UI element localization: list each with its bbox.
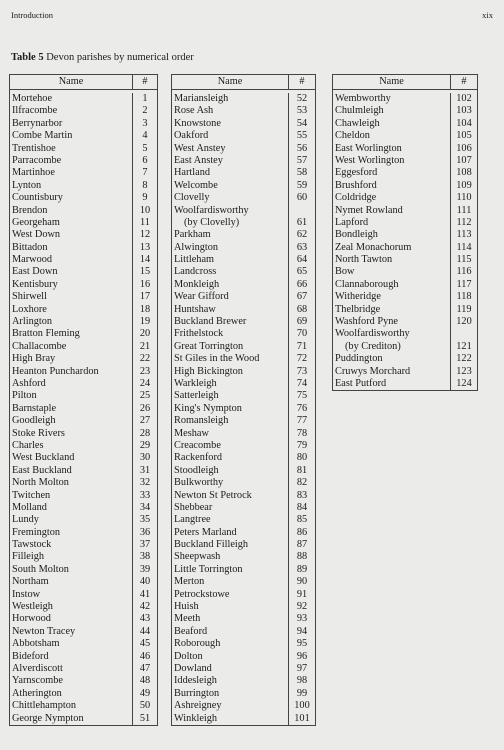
header-name: Name (333, 75, 451, 89)
parish-name: Ilfracombe (12, 105, 58, 117)
parish-table-col-3 (332, 74, 478, 391)
parish-name: Buckland Filleigh (174, 539, 249, 551)
parish-name: Goodleigh (12, 415, 56, 427)
parish-name: Chawleigh (335, 117, 380, 129)
parish-number: 13 (139, 241, 151, 253)
parish-name: Parkham (174, 229, 211, 241)
parish-number: 24 (139, 377, 151, 389)
table-header (172, 75, 315, 90)
parish-number: 70 (296, 328, 308, 340)
parish-number: 23 (139, 365, 151, 377)
parish-name: Woolfardisworthy (174, 204, 249, 216)
parish-name: Thelbridge (335, 303, 381, 315)
parish-number: 66 (296, 278, 308, 290)
parish-name: Huish (174, 601, 199, 613)
parish-number: 15 (139, 266, 151, 278)
parish-number: 79 (296, 439, 308, 451)
parish-number: 18 (139, 303, 151, 315)
parish-name: Petrockstowe (174, 588, 230, 600)
table-caption-text: Devon parishes by numerical order (46, 52, 194, 63)
parish-name: East Anstey (174, 154, 223, 166)
parish-number: 109 (456, 179, 472, 191)
table-header (10, 75, 157, 90)
parish-name: Stoodleigh (174, 464, 219, 476)
parish-name: Trentishoe (12, 142, 56, 154)
parish-number: 39 (139, 563, 151, 575)
parish-name: Alwington (174, 241, 219, 253)
parish-name: Winkleigh (174, 712, 218, 724)
parish-name: East Buckland (12, 464, 72, 476)
parish-number: 62 (296, 229, 308, 241)
parish-number: 4 (142, 130, 148, 142)
parish-number: 50 (139, 700, 151, 712)
parish-name: Witheridge (335, 291, 381, 303)
running-head (11, 10, 493, 24)
parish-number: 112 (456, 216, 472, 228)
parish-number: 121 (456, 340, 472, 352)
parish-number: 2 (142, 105, 148, 117)
parish-name: Clovelly (174, 192, 210, 204)
parish-number: 76 (296, 402, 308, 414)
parish-number: 45 (139, 638, 151, 650)
parish-name: Knowstone (174, 117, 221, 129)
parish-number: 87 (296, 539, 308, 551)
parish-name: Dolton (174, 650, 203, 662)
parish-name: Cruwys Morchard (335, 365, 411, 377)
parish-name: Ashreigney (174, 700, 222, 712)
parish-name: Bondleigh (335, 229, 378, 241)
parish-name: Martinhoe (12, 167, 55, 179)
parish-number: 6 (142, 154, 148, 166)
parish-number: 94 (296, 625, 308, 637)
parish-name: King's Nympton (174, 402, 242, 414)
parish-name: North Molton (12, 477, 69, 489)
parish-number: 9 (142, 192, 148, 204)
parish-name: Heanton Punchardon (12, 365, 99, 377)
parish-name: Meeth (174, 613, 201, 625)
table-caption-label: Table 5 (11, 52, 44, 63)
parish-name: Fremington (12, 526, 61, 538)
parish-number: 102 (456, 93, 472, 104)
parish-name: Brendon (12, 204, 48, 216)
parish-name: Molland (12, 501, 47, 513)
parish-number: 119 (456, 303, 472, 315)
parish-name: Brushford (335, 179, 377, 191)
parish-table-col-2 (171, 74, 316, 726)
parish-name: Peters Marland (174, 526, 237, 538)
parish-name: Filleigh (12, 551, 45, 563)
parish-name: Westleigh (12, 601, 53, 613)
parish-name: Parracombe (12, 154, 62, 166)
parish-name: Shebbear (174, 501, 213, 513)
parish-name: Meshaw (174, 427, 209, 439)
parish-number: 110 (456, 192, 472, 204)
parish-name: West Worlington (335, 154, 405, 166)
parish-number: 60 (296, 192, 308, 204)
parish-name: Charles (12, 439, 44, 451)
parish-name: Eggesford (335, 167, 378, 179)
table-header (333, 75, 477, 90)
parish-name: Chulmleigh (335, 105, 384, 117)
parish-number: 10 (139, 204, 151, 216)
parish-name: Challacombe (12, 340, 67, 352)
parish-number: 16 (139, 278, 151, 290)
parish-number: 14 (139, 254, 151, 266)
parish-name: Hartland (174, 167, 211, 179)
parish-name: Wembworthy (335, 93, 391, 104)
parish-name: St Giles in the Wood (174, 353, 260, 365)
parish-name: Puddington (335, 353, 383, 365)
parish-number: 3 (142, 117, 148, 129)
parish-number: 53 (296, 105, 308, 117)
parish-number: 84 (296, 501, 308, 513)
parish-number: 5 (142, 142, 148, 154)
parish-name: Landcross (174, 266, 217, 278)
header-number: # (299, 76, 305, 87)
parish-name: Bratton Fleming (12, 328, 80, 340)
parish-number: 83 (296, 489, 308, 501)
parish-number: 92 (296, 601, 308, 613)
parish-name: Combe Martin (12, 130, 73, 142)
parish-number: 91 (296, 588, 308, 600)
parish-name: West Down (12, 229, 61, 241)
name-column (333, 93, 451, 390)
parish-number: 8 (142, 179, 148, 191)
table-caption (11, 52, 194, 63)
parish-number: 81 (296, 464, 308, 476)
parish-number: 35 (139, 514, 151, 526)
section-title: Introduction (11, 10, 54, 20)
number-column (133, 93, 157, 725)
parish-number: 51 (139, 712, 151, 724)
header-number: # (142, 76, 148, 87)
parish-number: 57 (296, 154, 308, 166)
parish-name: Stoke Rivers (12, 427, 65, 439)
parish-name: Huntshaw (174, 303, 216, 315)
parish-name: Oakford (174, 130, 209, 142)
parish-name: Kentisbury (12, 278, 58, 290)
parish-name: Lundy (12, 514, 39, 526)
parish-name: Countisbury (12, 192, 63, 204)
parish-number: 114 (456, 241, 472, 253)
parish-number: 37 (139, 539, 151, 551)
parish-number: 106 (456, 142, 472, 154)
parish-number: 30 (139, 452, 151, 464)
parish-name: Rose Ash (174, 105, 214, 117)
parish-number: 38 (139, 551, 151, 563)
parish-name: Iddesleigh (174, 675, 217, 687)
parish-name: Lynton (12, 179, 42, 191)
parish-name: East Putford (335, 377, 387, 389)
parish-number: 21 (139, 340, 151, 352)
parish-number: 27 (139, 415, 151, 427)
parish-name: Twitchen (12, 489, 51, 501)
parish-number: 107 (456, 154, 472, 166)
parish-number: 44 (139, 625, 151, 637)
parish-name: Bulkworthy (174, 477, 224, 489)
parish-number: 67 (296, 291, 308, 303)
parish-name: Buckland Brewer (174, 316, 247, 328)
parish-name: Northam (12, 576, 49, 588)
parish-number: 59 (296, 179, 308, 191)
parish-number: 19 (139, 316, 151, 328)
name-column (10, 93, 133, 725)
parish-number: 97 (296, 662, 308, 674)
parish-name: Merton (174, 576, 205, 588)
parish-name: Mortehoe (12, 93, 53, 104)
parish-number: 17 (139, 291, 151, 303)
parish-number: 12 (139, 229, 151, 241)
parish-name: Chittlehampton (12, 700, 77, 712)
parish-number: 1 (142, 93, 148, 104)
parish-name: Abbotsham (12, 638, 60, 650)
parish-number: 61 (296, 216, 308, 228)
parish-number: 115 (456, 254, 472, 266)
table-body (172, 90, 315, 725)
parish-number: 40 (139, 576, 151, 588)
parish-number: 75 (296, 390, 308, 402)
parish-name: Barnstaple (12, 402, 57, 414)
parish-name: Horwood (12, 613, 51, 625)
parish-number: 103 (456, 105, 472, 117)
parish-name: Welcombe (174, 179, 218, 191)
parish-number: 52 (296, 93, 308, 104)
parish-number: 105 (456, 130, 472, 142)
parish-name: Georgeham (12, 216, 60, 228)
parish-number: 22 (139, 353, 151, 365)
parish-name: Sheepwash (174, 551, 221, 563)
parish-name: North Tawton (335, 254, 393, 266)
parish-name: Mariansleigh (174, 93, 229, 104)
parish-name: Bow (335, 266, 355, 278)
parish-name: Zeal Monachorum (335, 241, 412, 253)
parish-name: Littleham (174, 254, 215, 266)
header-name: Name (10, 75, 133, 89)
parish-number: 48 (139, 675, 151, 687)
parish-number: 64 (296, 254, 308, 266)
parish-number: 117 (456, 278, 472, 290)
parish-name: East Worlington (335, 142, 402, 154)
parish-number: 93 (296, 613, 308, 625)
parish-name: George Nympton (12, 712, 84, 724)
parish-name: Frithelstock (174, 328, 224, 340)
parish-number: 85 (296, 514, 308, 526)
parish-name: Little Torrington (174, 563, 243, 575)
parish-name: East Down (12, 266, 58, 278)
parish-name: Monkleigh (174, 278, 220, 290)
parish-name: Washford Pyne (335, 316, 398, 328)
parish-name: Shirwell (12, 291, 47, 303)
page-number: xix (482, 10, 493, 20)
parish-number: 80 (296, 452, 308, 464)
parish-number: 36 (139, 526, 151, 538)
parish-number: 46 (139, 650, 151, 662)
parish-name: Yarnscombe (12, 675, 64, 687)
parish-name: Langtree (174, 514, 211, 526)
parish-name: Romansleigh (174, 415, 229, 427)
parish-name: Burrington (174, 687, 220, 699)
parish-number: 78 (296, 427, 308, 439)
parish-name: Cheldon (335, 130, 370, 142)
parish-number: 41 (139, 588, 151, 600)
parish-number: 82 (296, 477, 308, 489)
header-number: # (461, 76, 467, 87)
parish-name: Great Torrington (174, 340, 244, 352)
parish-name: High Bickington (174, 365, 243, 377)
parish-number: 25 (139, 390, 151, 402)
parish-name: Satterleigh (174, 390, 219, 402)
parish-number: 120 (456, 316, 472, 328)
parish-number: 96 (296, 650, 308, 662)
parish-name: Clannaborough (335, 278, 399, 290)
parish-number: 108 (456, 167, 472, 179)
parish-number: 68 (296, 303, 308, 315)
table-body (333, 90, 477, 390)
parish-number: 49 (139, 687, 151, 699)
parish-number: 26 (139, 402, 151, 414)
parish-number: 20 (139, 328, 151, 340)
parish-number: 72 (296, 353, 308, 365)
number-column (451, 93, 477, 390)
parish-name: Woolfardisworthy (335, 328, 410, 340)
parish-number: 89 (296, 563, 308, 575)
parish-number: 32 (139, 477, 151, 489)
parish-number: 113 (456, 229, 472, 241)
parish-number: 123 (456, 365, 472, 377)
parish-number: 43 (139, 613, 151, 625)
parish-name: Instow (12, 588, 41, 600)
parish-number: 99 (296, 687, 308, 699)
parish-number: 73 (296, 365, 308, 377)
parish-number: 118 (456, 291, 472, 303)
parish-name: West Buckland (12, 452, 75, 464)
parish-name: Roborough (174, 638, 221, 650)
parish-number: 28 (139, 427, 151, 439)
parish-name: South Molton (12, 563, 69, 575)
parish-number: 111 (456, 204, 472, 216)
parish-number: 29 (139, 439, 151, 451)
parish-name: Warkleigh (174, 377, 217, 389)
parish-name: Dowland (174, 662, 212, 674)
parish-name: (by Crediton) (345, 340, 401, 352)
parish-number: 88 (296, 551, 308, 563)
parish-name: Berrynarbor (12, 117, 63, 129)
parish-number: 77 (296, 415, 308, 427)
parish-number: 7 (142, 167, 148, 179)
parish-number: 86 (296, 526, 308, 538)
parish-name: Loxhore (12, 303, 47, 315)
parish-name: Rackenford (174, 452, 223, 464)
parish-number: 56 (296, 142, 308, 154)
parish-number: 90 (296, 576, 308, 588)
parish-number: 74 (296, 377, 308, 389)
parish-name: High Bray (12, 353, 56, 365)
parish-name: Wear Gifford (174, 291, 229, 303)
parish-number: 116 (456, 266, 472, 278)
number-column (289, 93, 315, 725)
parish-name: Newton St Petrock (174, 489, 252, 501)
name-column (172, 93, 289, 725)
parish-name: (by Clovelly) (184, 216, 240, 228)
header-name: Name (172, 75, 289, 89)
parish-number: 124 (456, 377, 472, 389)
parish-number: 31 (139, 464, 151, 476)
parish-number: 104 (456, 117, 472, 129)
parish-number: 42 (139, 601, 151, 613)
parish-number: 58 (296, 167, 308, 179)
parish-number: 98 (296, 675, 308, 687)
parish-table-col-1 (9, 74, 158, 726)
parish-name: Tawstock (12, 539, 52, 551)
parish-name: Arlington (12, 316, 53, 328)
parish-number: 100 (294, 700, 310, 712)
parish-name: Ashford (12, 377, 46, 389)
parish-number: 71 (296, 340, 308, 352)
parish-number (289, 205, 315, 217)
parish-number: 47 (139, 662, 151, 674)
parish-name: Lapford (335, 216, 369, 228)
parish-name: Creacombe (174, 439, 221, 451)
table-body (10, 90, 157, 725)
parish-number: 95 (296, 638, 308, 650)
parish-number: 33 (139, 489, 151, 501)
parish-number: 69 (296, 316, 308, 328)
parish-number: 34 (139, 501, 151, 513)
parish-number: 122 (456, 353, 472, 365)
parish-number (451, 328, 477, 340)
parish-name: Nymet Rowland (335, 204, 403, 216)
parish-name: Bideford (12, 650, 49, 662)
parish-number: 54 (296, 117, 308, 129)
parish-name: West Anstey (174, 142, 226, 154)
parish-number: 63 (296, 241, 308, 253)
parish-name: Pilton (12, 390, 37, 402)
parish-name: Alverdiscott (12, 662, 63, 674)
parish-name: Newton Tracey (12, 625, 76, 637)
parish-name: Atherington (12, 687, 62, 699)
parish-name: Beaford (174, 625, 208, 637)
parish-number: 65 (296, 266, 308, 278)
parish-number: 101 (294, 712, 310, 724)
parish-name: Coldridge (335, 192, 377, 204)
parish-name: Bittadon (12, 241, 48, 253)
parish-name: Marwood (12, 254, 53, 266)
parish-number: 11 (140, 216, 150, 228)
parish-number: 55 (296, 130, 308, 142)
